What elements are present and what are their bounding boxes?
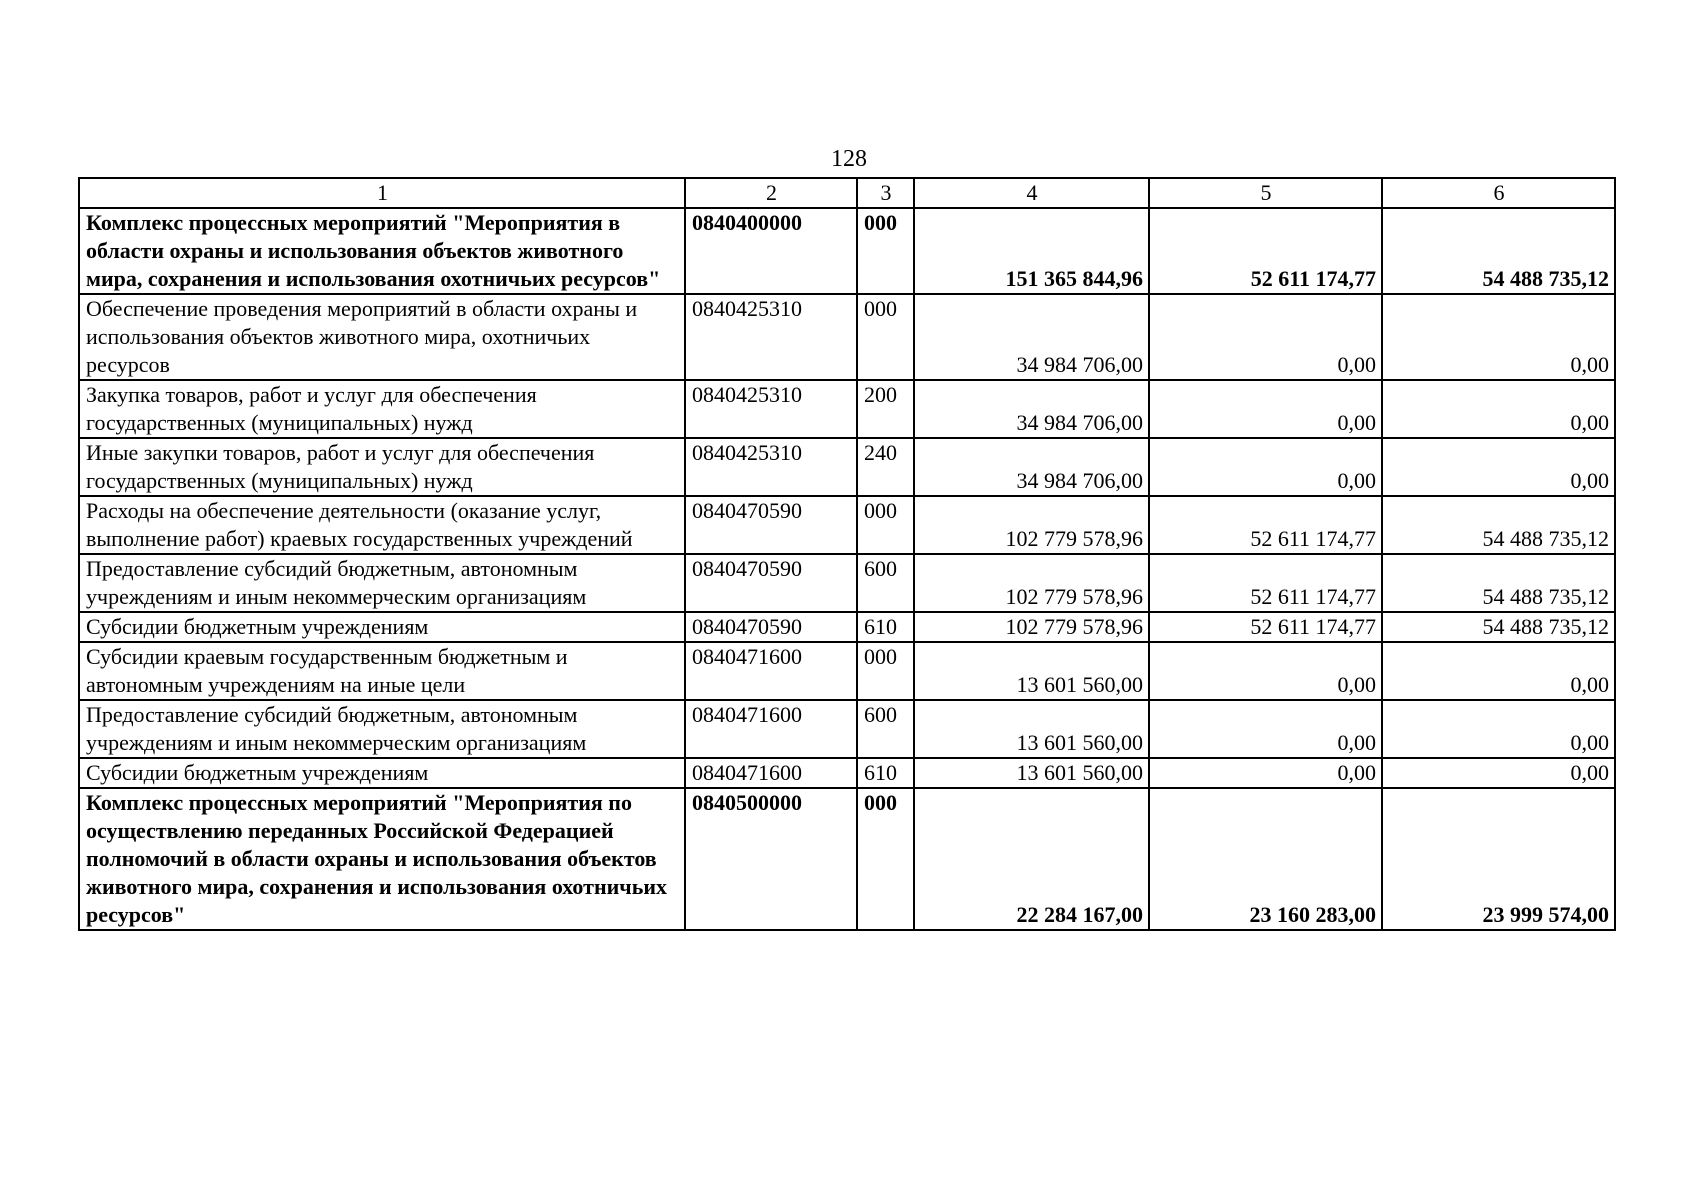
row-value-4: 13 601 560,00 bbox=[914, 700, 1149, 758]
column-header-3: 3 bbox=[857, 178, 914, 208]
row-expense-type: 000 bbox=[857, 788, 914, 930]
row-value-4: 34 984 706,00 bbox=[914, 380, 1149, 438]
row-expense-type: 200 bbox=[857, 380, 914, 438]
row-expense-type: 610 bbox=[857, 612, 914, 642]
row-value-5: 52 611 174,77 bbox=[1149, 496, 1382, 554]
row-value-6: 54 488 735,12 bbox=[1382, 208, 1615, 294]
row-code: 0840400000 bbox=[685, 208, 857, 294]
row-code: 0840471600 bbox=[685, 642, 857, 700]
row-code: 0840471600 bbox=[685, 700, 857, 758]
row-expense-type: 000 bbox=[857, 496, 914, 554]
row-value-5: 52 611 174,77 bbox=[1149, 612, 1382, 642]
row-value-4: 13 601 560,00 bbox=[914, 642, 1149, 700]
row-name: Закупка товаров, работ и услуг для обеспечения государственных (муниципальных) нужд bbox=[79, 380, 685, 438]
row-name: Комплекс процессных мероприятий "Мероприятия в области охраны и использования объектов животного мира, сохранения и использования охотничьих ресурсов" bbox=[79, 208, 685, 294]
row-value-6: 0,00 bbox=[1382, 758, 1615, 788]
row-code: 0840470590 bbox=[685, 554, 857, 612]
row-code: 0840425310 bbox=[685, 380, 857, 438]
row-value-5: 0,00 bbox=[1149, 438, 1382, 496]
table-row bbox=[79, 208, 1615, 294]
row-code: 0840500000 bbox=[685, 788, 857, 930]
row-value-5: 52 611 174,77 bbox=[1149, 208, 1382, 294]
row-value-4: 34 984 706,00 bbox=[914, 438, 1149, 496]
table-row bbox=[79, 758, 1615, 788]
table-row bbox=[79, 788, 1615, 930]
table-body bbox=[79, 208, 1615, 930]
row-value-6: 0,00 bbox=[1382, 642, 1615, 700]
row-value-6: 0,00 bbox=[1382, 380, 1615, 438]
header-row bbox=[79, 178, 1615, 208]
row-value-6: 23 999 574,00 bbox=[1382, 788, 1615, 930]
table-row bbox=[79, 554, 1615, 612]
row-value-5: 0,00 bbox=[1149, 642, 1382, 700]
row-name: Обеспечение проведения мероприятий в области охраны и использования объектов животного мира, охотничьих ресурсов bbox=[79, 294, 685, 380]
row-value-5: 0,00 bbox=[1149, 380, 1382, 438]
table-row bbox=[79, 612, 1615, 642]
row-value-6: 0,00 bbox=[1382, 294, 1615, 380]
budget-table bbox=[78, 177, 1616, 931]
row-expense-type: 240 bbox=[857, 438, 914, 496]
row-name: Предоставление субсидий бюджетным, автономным учреждениям и иным некоммерческим организациям bbox=[79, 700, 685, 758]
row-value-4: 151 365 844,96 bbox=[914, 208, 1149, 294]
table-row bbox=[79, 496, 1615, 554]
column-header-2: 2 bbox=[685, 178, 857, 208]
column-header-5: 5 bbox=[1149, 178, 1382, 208]
row-code: 0840470590 bbox=[685, 496, 857, 554]
page-number: 128 bbox=[831, 146, 867, 172]
row-value-5: 0,00 bbox=[1149, 700, 1382, 758]
row-code: 0840425310 bbox=[685, 438, 857, 496]
row-value-6: 0,00 bbox=[1382, 700, 1615, 758]
row-expense-type: 610 bbox=[857, 758, 914, 788]
row-value-6: 54 488 735,12 bbox=[1382, 496, 1615, 554]
row-name: Предоставление субсидий бюджетным, автономным учреждениям и иным некоммерческим организациям bbox=[79, 554, 685, 612]
row-name: Субсидии бюджетным учреждениям bbox=[79, 612, 685, 642]
row-value-5: 23 160 283,00 bbox=[1149, 788, 1382, 930]
row-code: 0840471600 bbox=[685, 758, 857, 788]
row-value-4: 22 284 167,00 bbox=[914, 788, 1149, 930]
row-expense-type: 000 bbox=[857, 208, 914, 294]
column-header-1: 1 bbox=[79, 178, 685, 208]
row-expense-type: 000 bbox=[857, 294, 914, 380]
row-name: Субсидии бюджетным учреждениям bbox=[79, 758, 685, 788]
table-row bbox=[79, 700, 1615, 758]
row-value-6: 54 488 735,12 bbox=[1382, 554, 1615, 612]
row-name: Комплекс процессных мероприятий "Мероприятия по осуществлению переданных Российской Федерацией полномочий в области охраны и использования объектов животного мира, сохранения и использования охотничьих ресурсов" bbox=[79, 788, 685, 930]
row-value-4: 13 601 560,00 bbox=[914, 758, 1149, 788]
column-header-6: 6 bbox=[1382, 178, 1615, 208]
table-row bbox=[79, 380, 1615, 438]
row-value-4: 102 779 578,96 bbox=[914, 612, 1149, 642]
row-value-4: 34 984 706,00 bbox=[914, 294, 1149, 380]
row-value-5: 0,00 bbox=[1149, 758, 1382, 788]
row-value-4: 102 779 578,96 bbox=[914, 554, 1149, 612]
table-row bbox=[79, 294, 1615, 380]
row-expense-type: 000 bbox=[857, 642, 914, 700]
row-code: 0840470590 bbox=[685, 612, 857, 642]
column-header-4: 4 bbox=[914, 178, 1149, 208]
row-value-6: 0,00 bbox=[1382, 438, 1615, 496]
row-value-6: 54 488 735,12 bbox=[1382, 612, 1615, 642]
row-value-5: 52 611 174,77 bbox=[1149, 554, 1382, 612]
row-expense-type: 600 bbox=[857, 700, 914, 758]
table-row bbox=[79, 438, 1615, 496]
table-row bbox=[79, 642, 1615, 700]
row-name: Расходы на обеспечение деятельности (оказание услуг, выполнение работ) краевых государственных учреждений bbox=[79, 496, 685, 554]
row-value-5: 0,00 bbox=[1149, 294, 1382, 380]
row-expense-type: 600 bbox=[857, 554, 914, 612]
row-value-4: 102 779 578,96 bbox=[914, 496, 1149, 554]
row-name: Субсидии краевым государственным бюджетным и автономным учреждениям на иные цели bbox=[79, 642, 685, 700]
row-code: 0840425310 bbox=[685, 294, 857, 380]
row-name: Иные закупки товаров, работ и услуг для обеспечения государственных (муниципальных) нужд bbox=[79, 438, 685, 496]
